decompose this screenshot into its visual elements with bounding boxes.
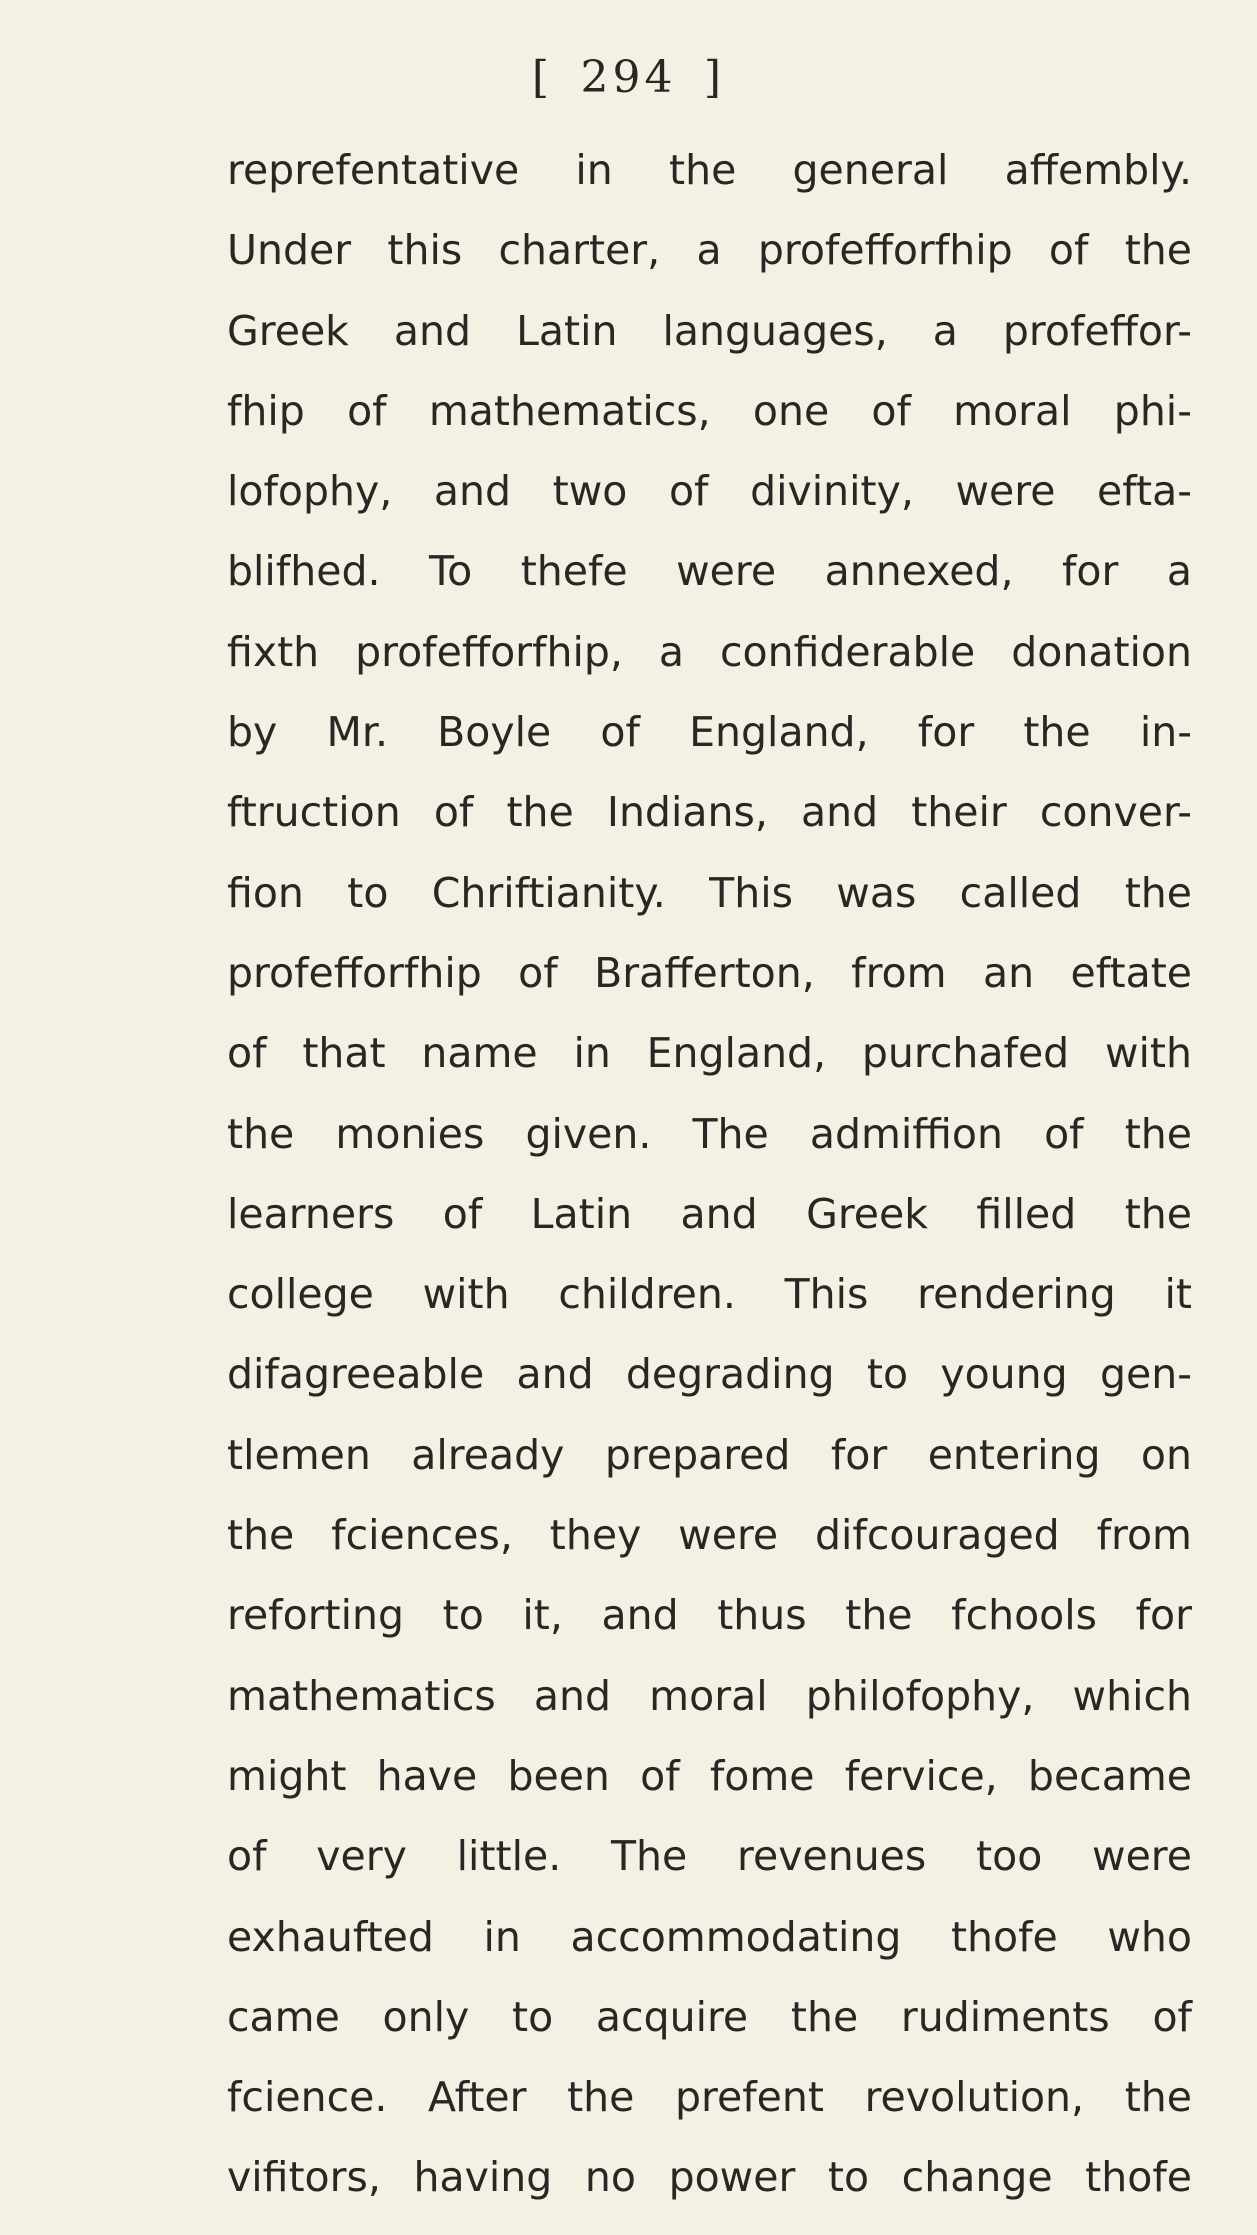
text-line: of very little. The revenues too were <box>227 1832 1192 1881</box>
text-line: college with children. This rendering it <box>227 1270 1192 1319</box>
text-line: the fciences, they were difcouraged from <box>227 1511 1192 1560</box>
text-line: the monies given. The admiffion of the <box>227 1109 1192 1158</box>
text-line: fixth profefforfhip, a confiderable donation <box>227 627 1192 676</box>
text-line: lofophy, and two of divinity, were efta- <box>227 467 1192 516</box>
text-line: fcience. After the prefent revolution, the <box>227 2073 1192 2122</box>
text-line: reforting to it, and thus the fchools for <box>227 1591 1192 1640</box>
text-line: difagreeable and degrading to young gen- <box>227 1350 1192 1399</box>
text-line: Greek and Latin languages, a profeffor- <box>227 306 1192 355</box>
text-line: exhaufted in accommodating thofe who <box>227 1912 1192 1961</box>
text-line: fion to Chriftianity. This was called the <box>227 868 1192 917</box>
text-line: profefforfhip of Brafferton, from an eftate <box>227 948 1192 997</box>
header-open-bracket: [ <box>531 52 554 103</box>
text-line: tlemen already prepared for entering on <box>227 1430 1192 1479</box>
text-line: vifitors, having no power to change thofe <box>227 2153 1192 2202</box>
text-line: Under this charter, a profefforfhip of the <box>227 226 1192 275</box>
body-text <box>227 130 1192 2218</box>
text-line: by Mr. Boyle of England, for the in- <box>227 708 1192 757</box>
text-line: blifhed. To thefe were annexed, for a <box>227 547 1192 596</box>
text-line: came only to acquire the rudiments of <box>227 1992 1192 2041</box>
text-line: of that name in England, purchafed with <box>227 1029 1192 1078</box>
header-close-bracket: ] <box>703 52 726 103</box>
page-number: 294 <box>580 52 677 103</box>
text-line: might have been of fome fervice, became <box>227 1751 1192 1800</box>
text-line: fhip of mathematics, one of moral phi- <box>227 386 1192 435</box>
text-line: ftruction of the Indians, and their conver- <box>227 788 1192 837</box>
text-line: mathematics and moral philofophy, which <box>227 1671 1192 1720</box>
text-line: reprefentative in the general affembly. <box>227 146 1192 194</box>
page-header <box>0 52 1257 103</box>
text-line: learners of Latin and Greek filled the <box>227 1189 1192 1238</box>
